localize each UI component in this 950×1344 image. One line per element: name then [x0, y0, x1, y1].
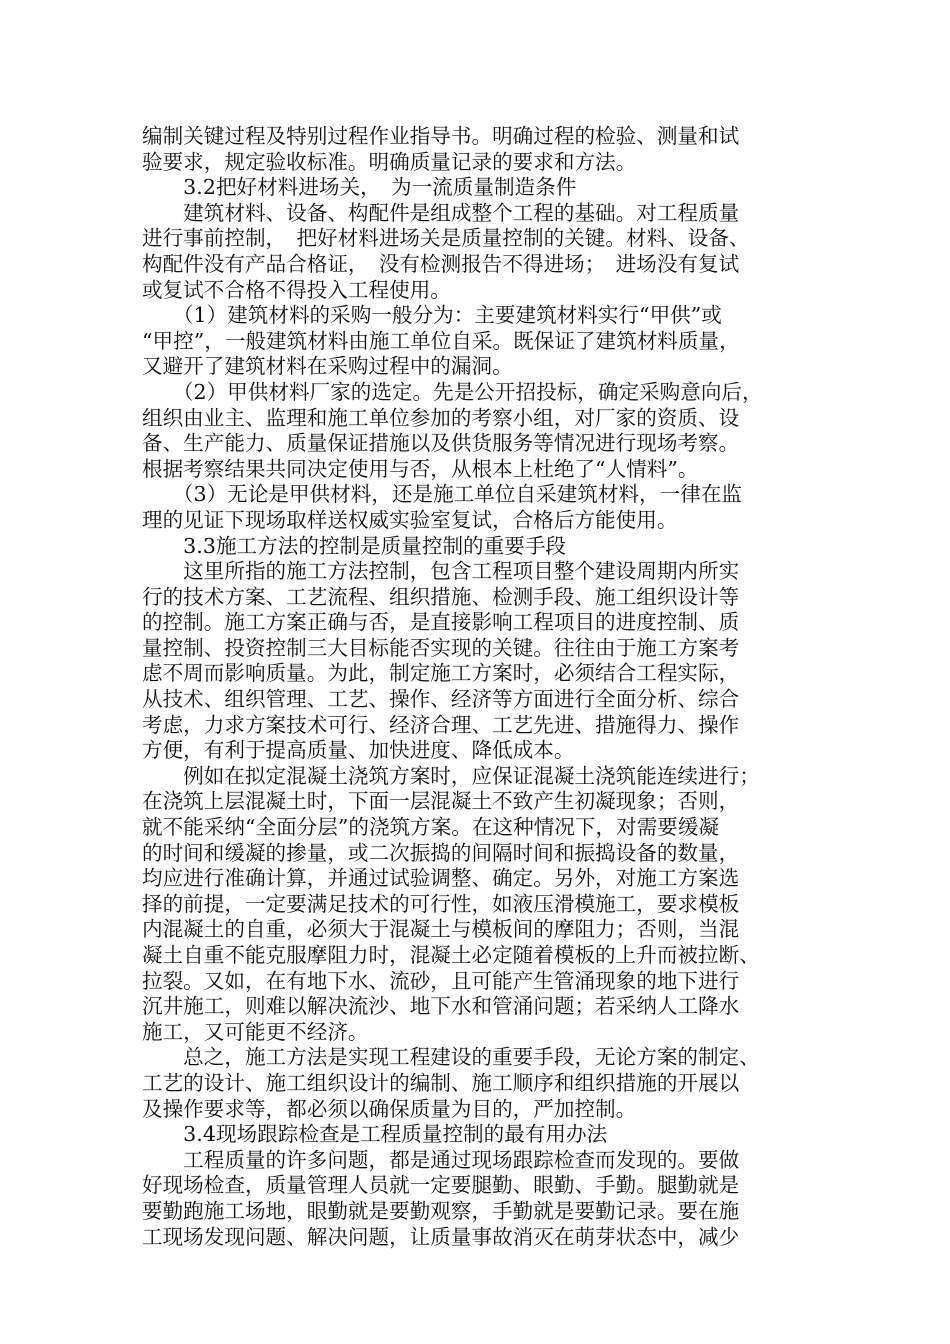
text-line: 行的技术方案、工艺流程、组织措施、检测手段、施工组织设计等 [142, 584, 740, 609]
text-line: 沉井施工，则难以解决流沙、地下水和管涌问题；若采纳人工降水 [142, 994, 740, 1019]
text-line: 量控制、投资控制三大目标能否实现的关键。往往由于施工方案考 [142, 635, 740, 660]
text-line: 考虑，力求方案技术可行、经济合理、工艺先进、措施得力、操作 [142, 712, 740, 737]
text-line: 及操作要求等，都必须以确保质量为目的，严加控制。 [142, 1096, 637, 1121]
text-line: 虑不周而影响质量。为此，制定施工方案时，必须结合工程实际， [142, 661, 740, 686]
text-line: 择的前提，一定要满足技术的可行性，如液压滑模施工，要求模板 [142, 891, 740, 916]
text-line: 又避开了建筑材料在采购过程中的漏洞。 [142, 354, 513, 379]
text-line: 或复试不合格不得投入工程使用。 [142, 277, 451, 302]
text-line: 均应进行准确计算，并通过试验调整、确定。另外，对施工方案选 [142, 866, 740, 891]
text-line: 验要求，规定验收标准。明确质量记录的要求和方法。 [142, 149, 637, 174]
text-line: 构配件没有产品合格证， 没有检测报告不得进场； 进场没有复试 [142, 251, 740, 276]
text-line: 根据考察结果共同决定使用与否，从根本上杜绝了“人情料”。 [142, 456, 699, 481]
text-line: 例如在拟定混凝土浇筑方案时，应保证混凝土浇筑能连续进行； [142, 763, 760, 788]
text-line: 内混凝土的自重，必须大于混凝土与模板间的摩阻力；否则，当混 [142, 917, 740, 942]
text-line: 好现场检查，质量管理人员就一定要腿勤、眼勤、手勤。腿勤就是 [142, 1173, 740, 1198]
text-line: 3.3施工方法的控制是质量控制的重要手段 [142, 533, 567, 558]
text-line: 凝土自重不能克服摩阻力时，混凝土必定随着模板的上升而被拉断、 [142, 943, 760, 967]
text-line: 理的见证下现场取样送权威实验室复试，合格后方能使用。 [142, 507, 678, 532]
text-line: 备、生产能力、质量保证措施以及供货服务等情况进行现场考察。 [142, 431, 740, 456]
text-line: 3.2把好材料进场关， 为一流质量制造条件 [142, 175, 577, 200]
text-line: 3.4现场跟踪检查是工程质量控制的最有用办法 [142, 1122, 608, 1147]
text-line: 建筑材料、设备、构配件是组成整个工程的基础。对工程质量 [142, 200, 740, 225]
text-line: 这里所指的施工方法控制，包含工程项目整个建设周期内所实 [142, 559, 740, 584]
text-line: 工艺的设计、施工组织设计的编制、施工顺序和组织措施的开展以 [142, 1070, 740, 1095]
text-line: “甲控”，一般建筑材料由施工单位自采。既保证了建筑材料质量， [142, 328, 740, 353]
text-line: （2）甲供材料厂家的选定。先是公开招投标，确定采购意向后， [142, 379, 763, 404]
text-line: 编制关键过程及特别过程作业指导书。明确过程的检验、测量和试 [142, 124, 740, 148]
text-line: 进行事前控制， 把好材料进场关是质量控制的关键。材料、设备、 [142, 226, 750, 251]
text-line: 工程质量的许多问题，都是通过现场跟踪检查而发现的。要做 [142, 1147, 740, 1172]
text-line: （3）无论是甲供材料，还是施工单位自采建筑材料，一律在监 [142, 482, 743, 507]
text-line: 在浇筑上层混凝土时，下面一层混凝土不致产生初凝现象；否则， [142, 789, 740, 814]
text-line: 的时间和缓凝的掺量，或二次振捣的间隔时间和振捣设备的数量， [142, 840, 740, 865]
text-line: 的控制。施工方案正确与否，是直接影响工程项目的进度控制、质 [142, 610, 740, 635]
text-line: 就不能采纳“全面分层”的浇筑方案。在这种情况下，对需要缓凝 [142, 815, 720, 840]
text-line: 要勤跑施工场地，眼勤就是要勤观察，手勤就是要勤记录。要在施 [142, 1198, 740, 1223]
text-line: 从技术、组织管理、工艺、操作、经济等方面进行全面分析、综合 [142, 687, 740, 712]
text-line: 方便，有利于提高质量、加快进度、降低成本。 [142, 738, 575, 763]
text-line: 组织由业主、监理和施工单位参加的考察小组，对厂家的资质、设 [142, 405, 740, 430]
document-body [142, 124, 822, 1250]
text-line: 总之，施工方法是实现工程建设的重要手段，无论方案的制定、 [142, 1045, 760, 1070]
text-line: 工现场发现问题、解决问题，让质量事故消灭在萌芽状态中，减少 [142, 1224, 740, 1249]
text-line: （1）建筑材料的采购一般分为：主要建筑材料实行“甲供”或 [142, 303, 722, 328]
text-line: 拉裂。又如，在有地下水、流砂，且可能产生管涌现象的地下进行 [142, 968, 740, 993]
text-line: 施工，又可能更不经济。 [142, 1019, 369, 1044]
